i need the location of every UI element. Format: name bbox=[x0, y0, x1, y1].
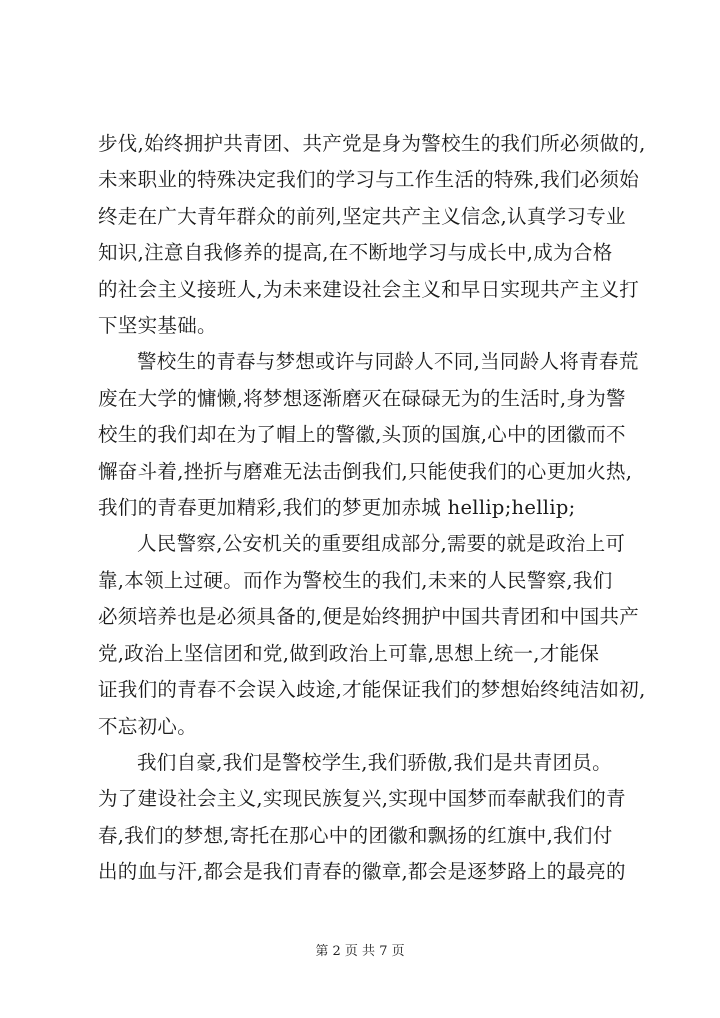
paragraph-1 bbox=[98, 126, 646, 344]
text-line: 警校生的青春与梦想或许与同龄人不同,当同龄人将青春荒 bbox=[137, 350, 639, 374]
text-line: 下坚实基础。 bbox=[98, 314, 217, 338]
text-line: 证我们的青春不会误入歧途,才能保证我们的梦想始终纯洁如初, bbox=[98, 678, 646, 702]
text-line: 为了建设社会主义,实现民族复兴,实现中国梦而奉献我们的青 bbox=[98, 787, 626, 811]
text-line: 人民警察,公安机关的重要组成部分,需要的就是政治上可 bbox=[137, 532, 626, 556]
paragraph-4 bbox=[98, 745, 638, 891]
page-number-footer: 第 2 页 共 7 页 bbox=[315, 944, 405, 959]
text-line: 春,我们的梦想,寄托在那心中的团徽和飘扬的红旗中,我们付 bbox=[98, 823, 613, 847]
text-line: 必须培养也是必须具备的,便是始终拥护中国共青团和中国共产 bbox=[98, 605, 640, 629]
text-line: 废在大学的慵懒,将梦想逐渐磨灭在碌碌无为的生活时,身为警 bbox=[98, 386, 626, 410]
text-line: 我们的青春更加精彩,我们的梦更加赤城 hellip;hellip; bbox=[98, 496, 576, 520]
text-line: 党,政治上坚信团和党,做到政治上可靠,思想上统一,才能保 bbox=[98, 641, 600, 665]
document-body bbox=[98, 126, 646, 891]
text-line: 知识,注意自我修养的提高,在不断地学习与成长中,成为合格 bbox=[98, 241, 613, 265]
paragraph-3 bbox=[98, 526, 646, 744]
text-line: 校生的我们却在为了帽上的警徽,头顶的国旗,心中的团徽而不 bbox=[98, 423, 626, 447]
text-line: 不忘初心。 bbox=[98, 714, 198, 738]
text-line: 靠,本领上过硬。而作为警校生的我们,未来的人民警察,我们 bbox=[98, 568, 613, 592]
text-line: 我们自豪,我们是警校学生,我们骄傲,我们是共青团员。 bbox=[137, 750, 612, 774]
text-line: 懈奋斗着,挫折与磨难无法击倒我们,只能使我们的心更加火热, bbox=[98, 459, 633, 483]
text-line: 未来职业的特殊决定我们的学习与工作生活的特殊,我们必须始 bbox=[98, 168, 640, 192]
text-line: 步伐,始终拥护共青团、共产党是身为警校生的我们所必须做的, bbox=[98, 132, 646, 155]
text-line: 出的血与汗,都会是我们青春的徽章,都会是逐梦路上的最亮的 bbox=[98, 860, 626, 884]
paragraph-2 bbox=[98, 344, 638, 526]
text-line: 的社会主义接班人,为未来建设社会主义和早日实现共产主义打 bbox=[98, 277, 640, 301]
text-line: 终走在广大青年群众的前列,坚定共产主义信念,认真学习专业 bbox=[98, 204, 626, 228]
